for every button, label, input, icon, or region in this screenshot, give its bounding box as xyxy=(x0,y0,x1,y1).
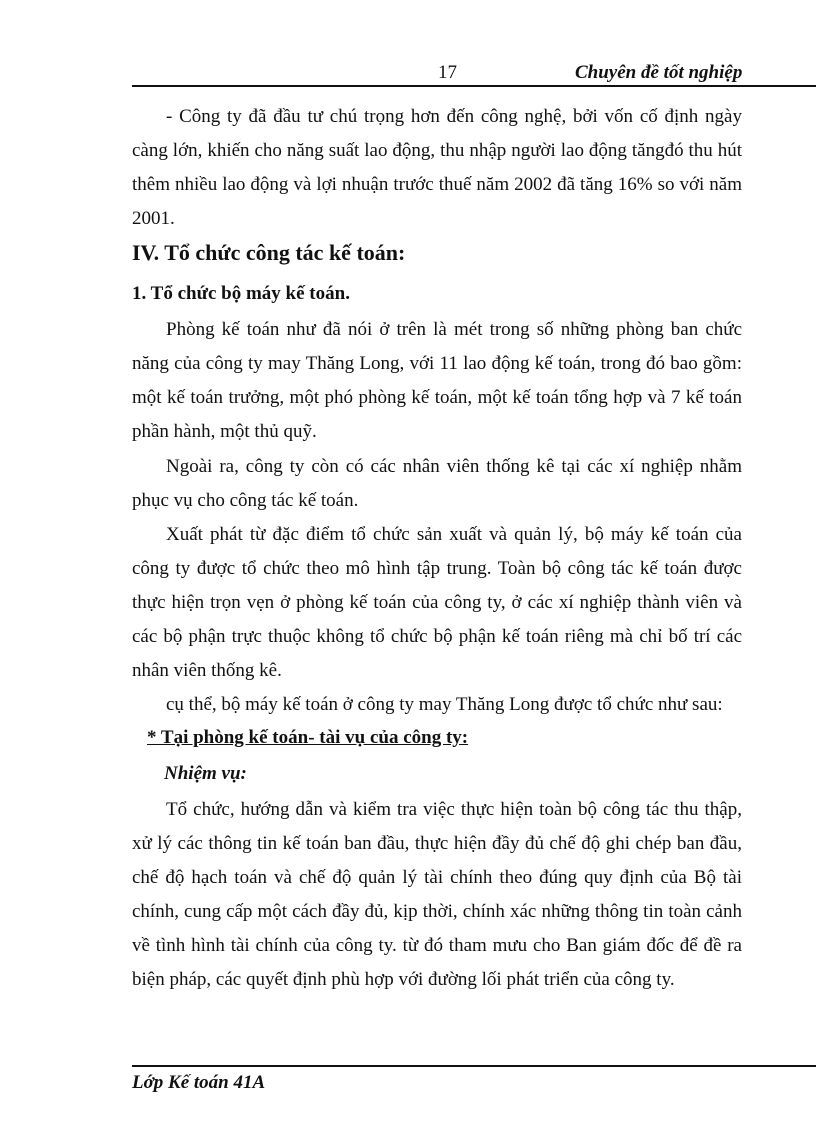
paragraph-4: cụ thể, bộ máy kế toán ở công ty may Thăng Long được tổ chức như sau: xyxy=(166,694,723,715)
paragraph-3: Xuất phát từ đặc điểm tổ chức sản xuất và quản lý, bộ máy kế toán của công ty được tổ chức theo mô hình tập trung. Toàn bộ công tác kế toán được thực hiện trọn vẹn ở phòng kế toán của công ty, ở các xí nghiệp thành viên và các bộ phận trực thuộc không tổ chức bộ phận kế toán riêng mà chỉ bố trí các nhân viên thống kê. xyxy=(132,524,742,681)
section-heading: IV. Tổ chức công tác kế toán: xyxy=(132,240,406,265)
footer-rule xyxy=(132,1065,816,1067)
header-rule xyxy=(132,85,816,87)
paragraph-5: Tổ chức, hướng dẫn và kiểm tra việc thực hiện toàn bộ công tác thu thập, xử lý các thông tin kế toán ban đầu, thực hiện đầy đủ chế độ ghi chép ban đầu, chế độ hạch toán và chế độ quản lý tài chính theo đúng quy định của Bộ tài chính, cung cấp một cách đầy đủ, kịp thời, chính xác những thông tin toàn cảnh về tình hình tài chính của công ty. từ đó tham mưu cho Ban giám đốc để đề ra biện pháp, các quyết định phù hợp với đường lối phát triển của công ty. xyxy=(132,799,742,990)
paragraph-2: Ngoài ra, công ty còn có các nhân viên thống kê tại các xí nghiệp nhằm phục vụ cho công tác kế toán. xyxy=(132,456,742,511)
page-number: 17 xyxy=(438,62,457,83)
footer-class-label: Lớp Kế toán 41A xyxy=(132,1072,266,1093)
department-heading: * Tại phòng kế toán- tài vụ của công ty: xyxy=(147,727,469,748)
paragraph-intro: - Công ty đã đầu tư chú trọng hơn đến công nghệ, bởi vốn cố định ngày càng lớn, khiến cho năng suất lao động, thu nhập người lao động tăngđó thu hút thêm nhiều lao động và lợi nhuận trước thuế năm 2002 đã tăng 16% so với năm 2001. xyxy=(132,106,742,229)
running-header-title: Chuyên đề tốt nghiệp xyxy=(575,62,743,83)
duties-heading: Nhiệm vụ: xyxy=(164,763,247,784)
subsection-heading: 1. Tổ chức bộ máy kế toán. xyxy=(132,283,350,304)
paragraph-1: Phòng kế toán như đã nói ở trên là mét trong số những phòng ban chức năng của công ty may Thăng Long, với 11 lao động kế toán, trong đó bao gồm: một kế toán trưởng, một phó phòng kế toán, một kế toán tổng hợp và 7 kế toán phần hành, một thủ quỹ. xyxy=(132,319,742,442)
